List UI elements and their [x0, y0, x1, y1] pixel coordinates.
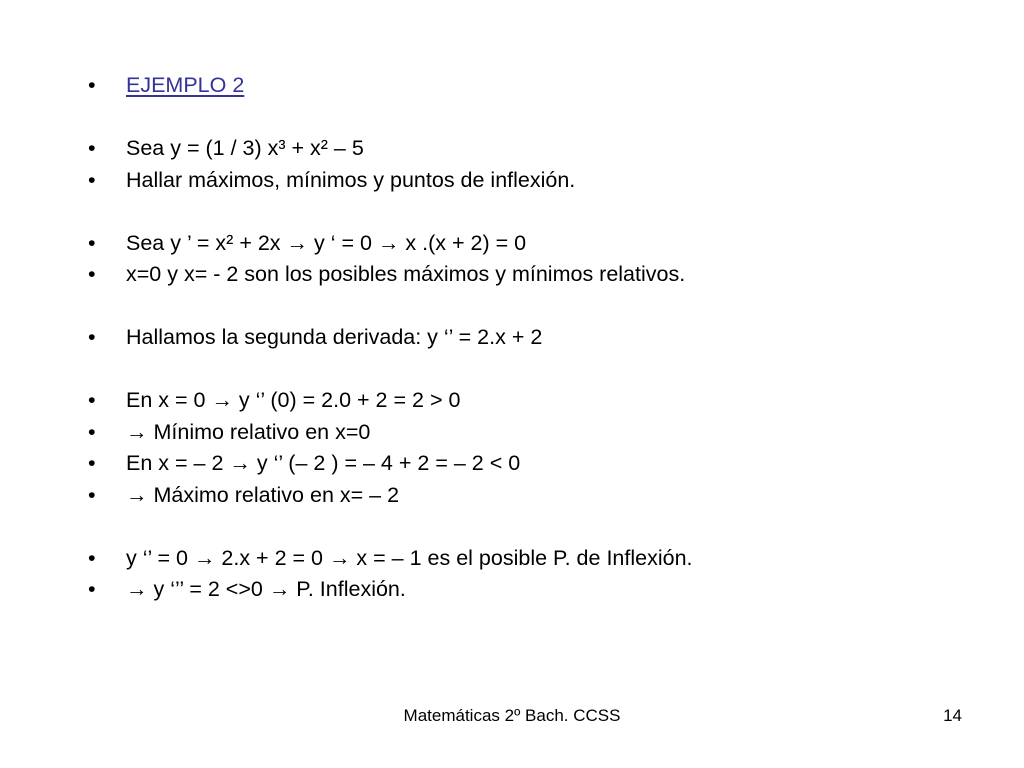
bullet-text: → Máximo relativo en x= – 2: [126, 482, 400, 507]
footer-text: Matemáticas 2º Bach. CCSS: [403, 706, 621, 725]
bullet-icon: •: [88, 325, 96, 349]
page-number: 14: [943, 706, 962, 725]
bullet-evaluate-xm2: [88, 448, 988, 480]
bullet-icon: •: [88, 388, 96, 412]
bullet-inflection-confirm: [88, 574, 988, 606]
bullet-task: [88, 165, 988, 197]
bullet-inflection-candidate: [88, 543, 988, 575]
bullet-text: En x = 0 → y ‘’ (0) = 2.0 + 2 = 2 > 0: [126, 388, 461, 412]
spacer: [88, 511, 988, 543]
bullet-text: x=0 y x= - 2 son los posibles máximos y mínimos relativos.: [126, 262, 686, 286]
bullet-function-definition: [88, 133, 988, 165]
bullet-icon: •: [88, 482, 96, 507]
bullet-text: Sea y = (1 / 3) x³ + x² – 5: [126, 136, 364, 160]
bullet-list: [88, 70, 988, 606]
bullet-icon: •: [88, 230, 96, 255]
bullet-evaluate-x0: [88, 385, 988, 417]
bullet-icon: •: [88, 545, 96, 570]
bullet-critical-points: [88, 259, 988, 291]
bullet-text: Sea y ’ = x² + 2x → y ‘ = 0 → x .(x + 2) = 0: [126, 230, 527, 255]
spacer: [88, 196, 988, 228]
bullet-first-derivative: [88, 228, 988, 260]
bullet-minimum: [88, 417, 988, 449]
bullet-icon: •: [88, 419, 96, 444]
bullet-maximum: [88, 480, 988, 512]
spacer: [88, 102, 988, 134]
bullet-icon: •: [88, 451, 96, 475]
bullet-icon: •: [88, 136, 96, 160]
bullet-icon: •: [88, 167, 96, 192]
spacer: [88, 354, 988, 386]
bullet-text: Hallar máximos, mínimos y puntos de inflexión.: [126, 167, 576, 192]
bullet-icon: •: [88, 577, 96, 601]
bullet-title: [88, 70, 988, 102]
bullet-text: y ‘’ = 0 → 2.x + 2 = 0 → x = – 1 es el posible P. de Inflexión.: [126, 545, 693, 570]
slide-title: EJEMPLO 2: [126, 73, 245, 97]
spacer: [88, 291, 988, 323]
bullet-text: → y ‘’’ = 2 <>0 → P. Inflexión.: [126, 577, 406, 601]
bullet-text: → Mínimo relativo en x=0: [126, 419, 371, 444]
bullet-icon: •: [88, 73, 96, 97]
bullet-second-derivative: [88, 322, 988, 354]
bullet-text: Hallamos la segunda derivada: y ‘’ = 2.x + 2: [126, 325, 543, 349]
bullet-icon: •: [88, 262, 96, 286]
bullet-text: En x = – 2 → y ‘’ (– 2 ) = – 4 + 2 = – 2 < 0: [126, 451, 521, 475]
